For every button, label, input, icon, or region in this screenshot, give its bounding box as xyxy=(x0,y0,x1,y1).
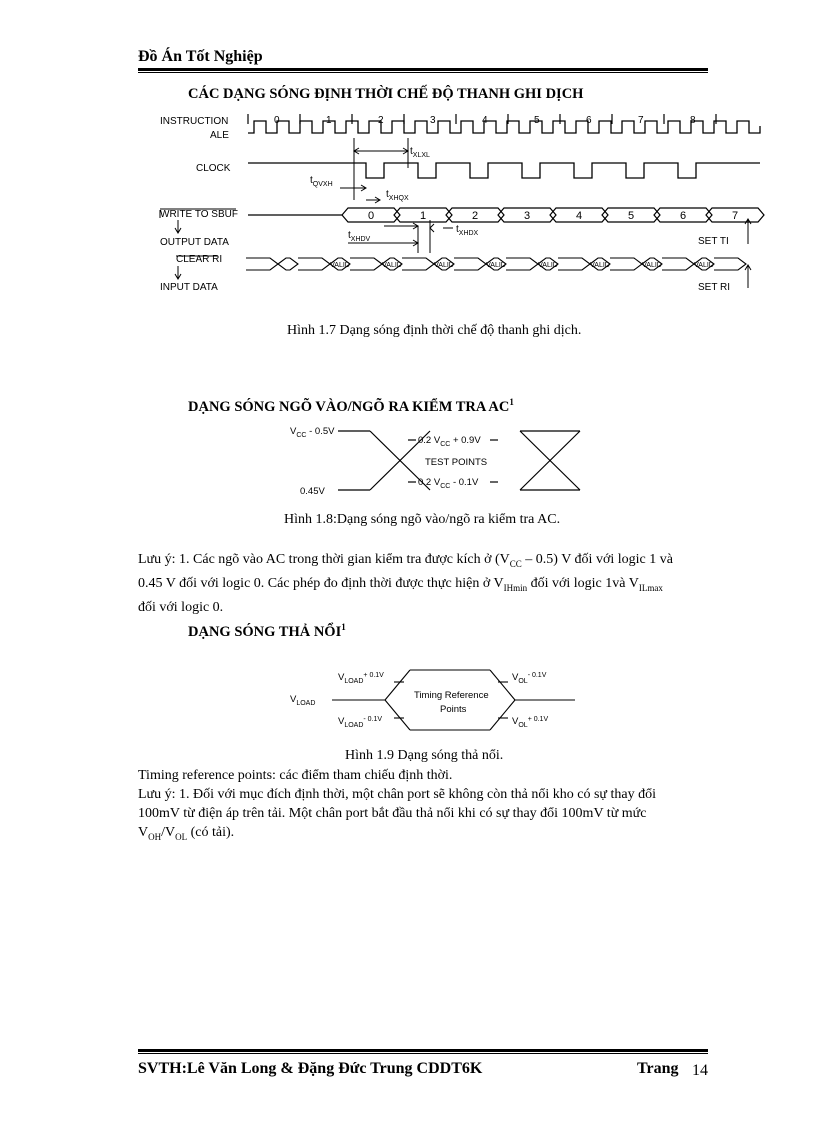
vol-minus-label: $V_{OL}^{- 0.1V}$ xyxy=(512,672,547,685)
cycle-number: 7 xyxy=(638,115,644,126)
section1-heading: CÁC DẠNG SÓNG ĐỊNH THỜI CHẾ ĐỘ THANH GHI DỊCH xyxy=(188,86,584,102)
cycle-number: 8 xyxy=(690,115,696,126)
float-note-line3: $V_{OH}/V_{OL}$ (có tải). xyxy=(138,825,235,842)
input-valid-label: VALID xyxy=(330,262,350,269)
input-valid-label: VALID xyxy=(486,262,506,269)
footer-rule-thin xyxy=(138,1053,708,1054)
input-valid-label: VALID xyxy=(694,262,714,269)
figure-1-9-caption: Hình 1.9 Dạng sóng thả nổi. xyxy=(345,748,504,763)
cycle-number: 6 xyxy=(586,115,592,126)
cycle-number: 0 xyxy=(274,115,280,126)
set-ti-label: SET TI xyxy=(698,236,729,247)
output-bit-label: 7 xyxy=(731,210,739,222)
sig-output-label: OUTPUT DATA xyxy=(160,237,229,248)
sig-write-label: WRITE TO SBUF xyxy=(160,209,238,220)
vload-plus-label: $V_{LOAD}^{+ 0.1V}$ xyxy=(338,672,384,685)
output-bit-label: 3 xyxy=(523,210,531,222)
input-valid-label: VALID xyxy=(642,262,662,269)
section2-heading: DẠNG SÓNG NGÕ VÀO/NGÕ RA KIỂM TRA $AC^1$ xyxy=(188,397,514,415)
cycle-number: 2 xyxy=(378,115,384,126)
figure-1-8-caption: Hình 1.8:Dạng sóng ngõ vào/ngõ ra kiểm tra AC. xyxy=(284,512,561,527)
output-bit-label: 1 xyxy=(419,210,427,222)
clock-waveform xyxy=(248,163,760,178)
sig-instruction-label: INSTRUCTION xyxy=(160,116,229,127)
output-bit-label: 6 xyxy=(679,210,687,222)
sig-clock-label: CLOCK xyxy=(196,163,231,174)
header-rule xyxy=(138,68,708,71)
cycle-number: 5 xyxy=(534,115,540,126)
cycle-number: 1 xyxy=(326,115,332,126)
t-xhdv-label: $t_{XHDV}$ xyxy=(348,230,371,243)
t-xhdx-label: $t_{XHDX}$ xyxy=(456,224,479,237)
vol-plus-label: $V_{OL}^{+ 0.1V}$ xyxy=(512,716,549,729)
shift-register-timing-diagram xyxy=(148,108,768,303)
input-hold-segment xyxy=(714,258,746,270)
timing-reference-label: Timing Reference xyxy=(414,690,489,701)
footer-page-label: Trang xyxy=(637,1060,679,1077)
output-bit-label: 2 xyxy=(471,210,479,222)
output-bit-label: 5 xyxy=(627,210,635,222)
page-header-title: Đồ Án Tốt Nghiệp xyxy=(138,48,263,65)
ac-test-waveform-diagram xyxy=(290,420,590,505)
input-valid-label: VALID xyxy=(538,262,558,269)
input-valid-label: VALID xyxy=(382,262,402,269)
footer-authors: SVTH:Lê Văn Long & Đặng Đức Trung CDDT6K xyxy=(138,1060,483,1077)
input-hold-segment xyxy=(662,258,694,270)
vload-minus-label: $V_{LOAD}^{- 0.1V}$ xyxy=(338,716,383,729)
low-level-label: 0.45V xyxy=(300,486,325,497)
input-hold-segment xyxy=(454,258,486,270)
input-valid-label: VALID xyxy=(590,262,610,269)
set-ri-label: SET RI xyxy=(698,282,731,293)
float-note-line1: Lưu ý: 1. Đối với mục đích định thời, một chân port sẽ không còn thả nổi kho có sự thay đổi xyxy=(138,787,656,802)
float-notes xyxy=(138,766,738,847)
vload-label: $V_{LOAD}$ xyxy=(290,694,316,707)
section3-heading: DẠNG SÓNG THẢ NỔI$^1$ xyxy=(188,622,346,640)
t-xhqx-label: $t_{XHQX}$ xyxy=(386,189,409,202)
test-points-label: TEST POINTS xyxy=(425,457,488,468)
lower-test-label: 0.2 $V_{CC} - 0.1V$ xyxy=(418,477,479,490)
timing-points-label: Points xyxy=(440,704,467,715)
sig-clear-label: CLEAR RI xyxy=(176,254,223,265)
float-waveform-diagram xyxy=(290,660,580,740)
vcc-label: $V_{CC} - 0.5V$ xyxy=(290,426,335,439)
input-hold-segment xyxy=(402,258,434,270)
input-valid-window xyxy=(278,258,298,270)
figure-1-7-caption: Hình 1.7 Dạng sóng định thời chế độ thanh ghi dịch. xyxy=(287,323,582,338)
input-hold-segment xyxy=(350,258,382,270)
output-bit-label: 4 xyxy=(575,210,583,222)
timing-reference-paragraph: Timing reference points: các điểm tham chiếu định thời. xyxy=(138,768,453,783)
sig-ale-label: ALE xyxy=(210,130,229,141)
input-hold-segment xyxy=(246,258,278,270)
input-hold-segment xyxy=(506,258,538,270)
ale-waveform xyxy=(248,121,760,133)
footer-page-number: 14 xyxy=(692,1062,708,1079)
upper-test-label: 0.2 $V_{CC} + 0.9V$ xyxy=(418,435,481,448)
input-hold-segment xyxy=(298,258,330,270)
ac-test-note: Lưu ý: 1. Các ngõ vào AC trong thời gian kiểm tra được kích ở $(V_{CC} - 0.5)$ V đối với logic 1 và 0.45 V đối với logic 0. Các phép đo định thời được thực hiện ở $V_{IHmin}$ đối với logic 1và $V_{ILmax}$ đối với logic 0. xyxy=(138,552,673,615)
input-valid-label: VALID xyxy=(434,262,454,269)
cycle-number: 3 xyxy=(430,115,436,126)
t-qvxh-label: $t_{QVXH}$ xyxy=(310,175,333,188)
header-rule-thin xyxy=(138,72,708,73)
sig-input-label: INPUT DATA xyxy=(160,282,218,293)
input-hold-segment xyxy=(558,258,590,270)
float-note-line2: 100mV từ điện áp trên tải. Một chân port bắt đầu thả nổi khi có sự thay đổi 100mV từ mức xyxy=(138,806,647,821)
output-bit-label: 0 xyxy=(367,210,375,222)
input-hold-segment xyxy=(610,258,642,270)
cycle-number: 4 xyxy=(482,115,488,126)
footer-rule xyxy=(138,1049,708,1052)
t-xlxl-label: $t_{XLXL}$ xyxy=(410,146,430,159)
